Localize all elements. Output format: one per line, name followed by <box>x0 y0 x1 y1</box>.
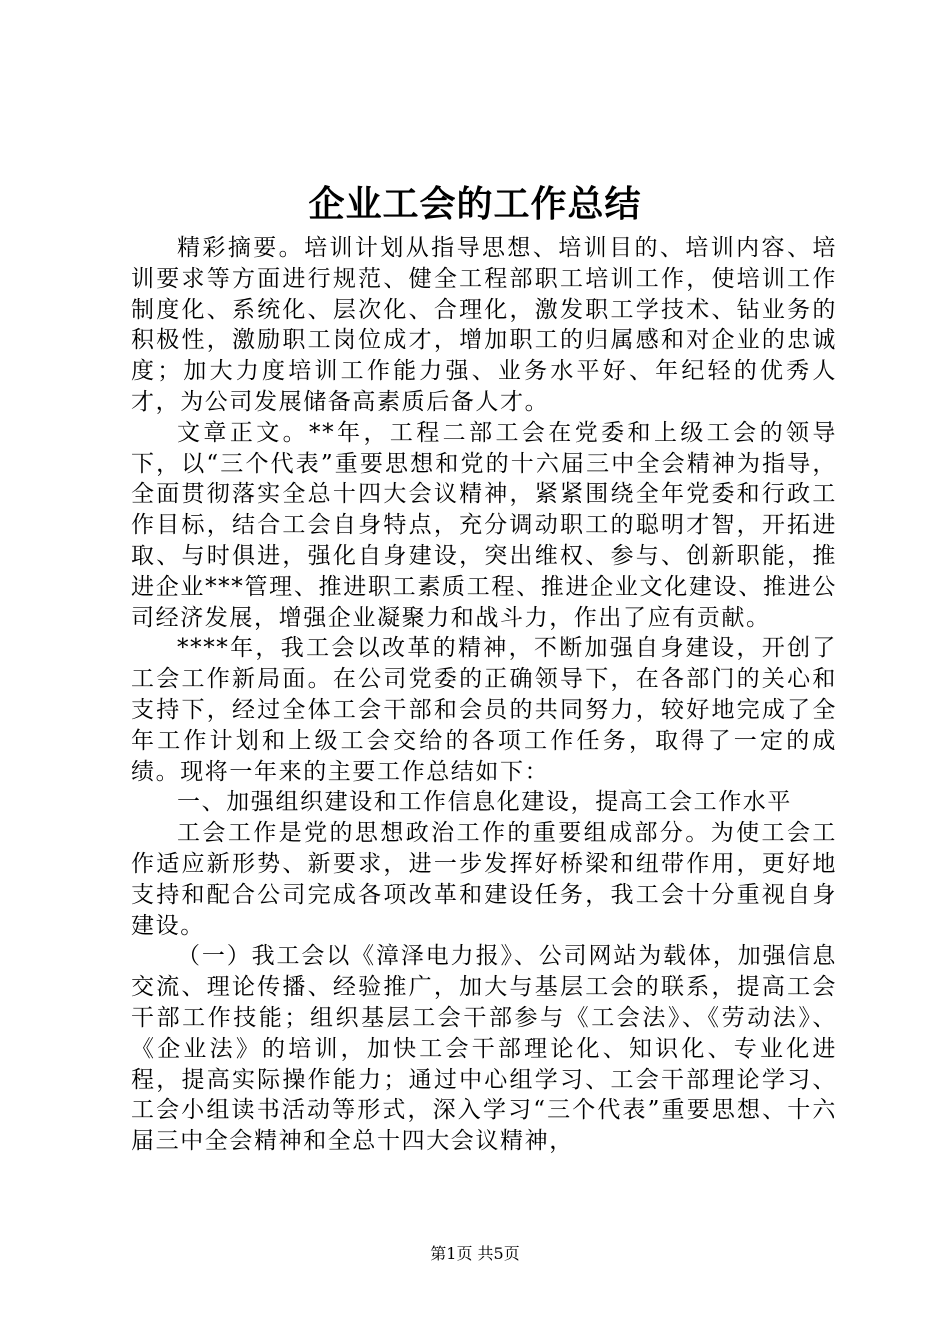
section-heading-1: 一、加强组织建设和工作信息化建设，提高工会工作水平 <box>177 789 792 816</box>
paragraph-year-overview: ****年，我工会以改革的精神，不断加强自身建设，开创了工会工作新局面。在公司党委的正确领导下，在各部门的关心和支持下，经过全体工会干部和会员的共同努力，较好地完成了全年工作计划和上级工会交给的各项工作任务，取得了一定的成绩。现将一年来的主要工作总结如下： <box>131 635 837 785</box>
paragraph-subsection-1: （一）我工会以《漳泽电力报》、公司网站为载体，加强信息交流、理论传播、经验推广，加大与基层工会的联系，提高工会干部工作技能；组织基层工会干部参与《工会法》、《劳动法》、《企业法》的培训，加快工会干部理论化、知识化、专业化进程，提高实际操作能力；通过中心组学习、工会干部理论学习、工会小组读书活动等形式，深入学习“三个代表”重要思想、十六届三中全会精神和全总十四大会议精神， <box>131 943 837 1155</box>
paragraph-summary: 精彩摘要。培训计划从指导思想、培训目的、培训内容、培训要求等方面进行规范、健全工程部职工培训工作，使培训工作制度化、系统化、层次化、合理化，激发职工学技术、钻业务的积极性，激励职工岗位成才，增加职工的归属感和对企业的忠诚度；加大力度培训工作能力强、业务水平好、年纪轻的优秀人才，为公司发展储备高素质后备人才。 <box>131 235 837 415</box>
page-number-footer: 第1页 共5页 <box>430 1244 520 1263</box>
document-body <box>131 233 837 1157</box>
paragraph-main-intro: 文章正文。**年，工程二部工会在党委和上级工会的领导下，以“三个代表”重要思想和党的十六届三中全会精神为指导，全面贯彻落实全总十四大会议精神，紧紧围绕全年党委和行政工作目标，结合工会自身特点，充分调动职工的聪明才智，开拓进取、与时俱进，强化自身建设，突出维权、参与、创新职能，推进企业***管理、推进职工素质工程、推进企业文化建设、推进公司经济发展，增强企业凝聚力和战斗力，作出了应有贡献。 <box>131 419 837 631</box>
paragraph-section-1: 工会工作是党的思想政治工作的重要组成部分。为使工会工作适应新形势、新要求，进一步发挥好桥梁和纽带作用，更好地支持和配合公司完成各项改革和建设任务，我工会十分重视自身建设。 <box>131 820 837 939</box>
document-title: 企业工会的工作总结 <box>308 183 642 225</box>
